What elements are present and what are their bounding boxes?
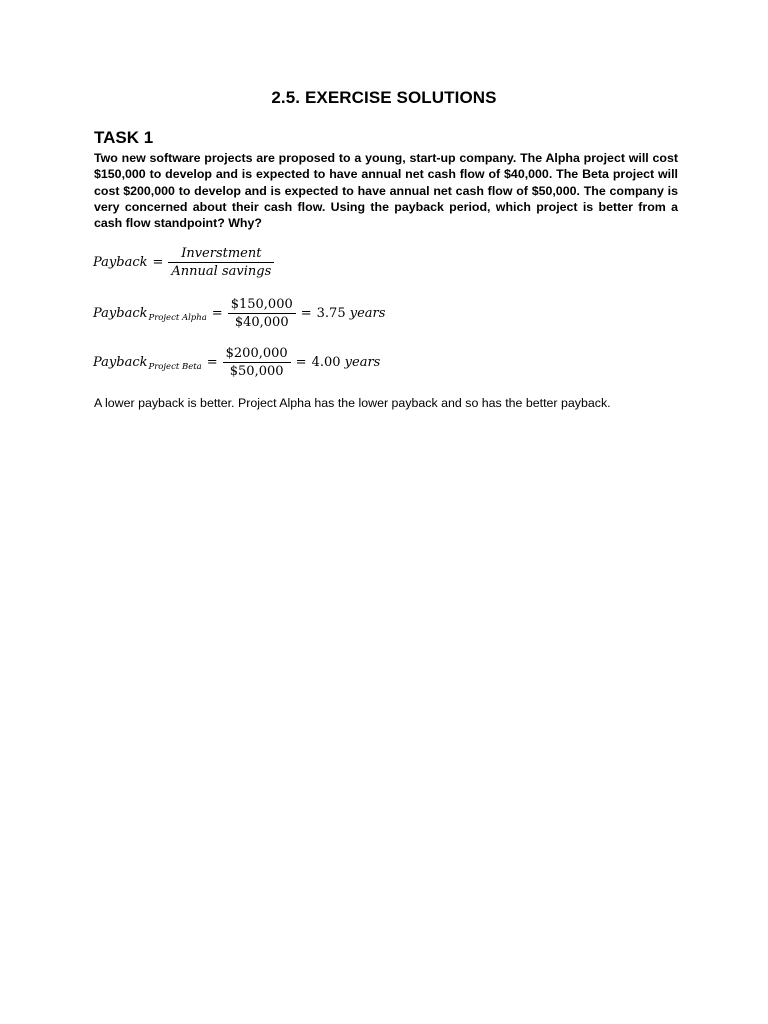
- conclusion-text: A lower payback is better. Project Alpha has the lower payback and so has the better payback.: [94, 396, 611, 410]
- alpha-subscript: Project Alpha: [148, 312, 207, 323]
- alpha-denominator: $40,000: [234, 315, 289, 330]
- formula-numerator: Inverstment: [181, 246, 262, 261]
- beta-equals: =: [206, 355, 218, 370]
- payback-formula: [93, 245, 274, 280]
- page-title: 2.5. EXERCISE SOLUTIONS: [271, 88, 497, 107]
- beta-lhs: Payback: [93, 355, 148, 370]
- alpha-lhs: Payback: [93, 306, 148, 321]
- alpha-fraction: [228, 296, 296, 331]
- alpha-result-value: 3.75: [316, 306, 346, 321]
- alpha-result-unit: years: [349, 306, 386, 321]
- formula-fraction: [168, 245, 274, 280]
- beta-fraction: [223, 345, 291, 380]
- beta-result-value: 4.00: [311, 355, 341, 370]
- formula-denominator: Annual savings: [171, 264, 272, 279]
- beta-payback-equation: [93, 345, 380, 380]
- beta-result-unit: years: [344, 355, 381, 370]
- beta-denominator: $50,000: [229, 364, 284, 379]
- beta-numerator: $200,000: [225, 346, 288, 361]
- alpha-equals: =: [211, 306, 223, 321]
- beta-subscript: Project Beta: [148, 361, 202, 372]
- alpha-payback-equation: [93, 296, 385, 331]
- alpha-numerator: $150,000: [230, 297, 293, 312]
- alpha-equals-result: =: [300, 306, 312, 321]
- task-heading: TASK 1: [94, 128, 154, 147]
- beta-equals-result: =: [295, 355, 307, 370]
- formula-equals: =: [152, 255, 164, 270]
- formula-lhs: Payback: [93, 255, 148, 270]
- task-question: Two new software projects are proposed to a young, start-up company. The Alpha project will cost $150,000 to develop and is expected to have annual net cash flow of $40,000. The Beta project will cost $200,000 to develop and is expected to have annual net cash flow of $50,000. The company is very concerned about their cash flow. Using the payback period, which project is better from a cash flow standpoint? Why?: [94, 151, 678, 231]
